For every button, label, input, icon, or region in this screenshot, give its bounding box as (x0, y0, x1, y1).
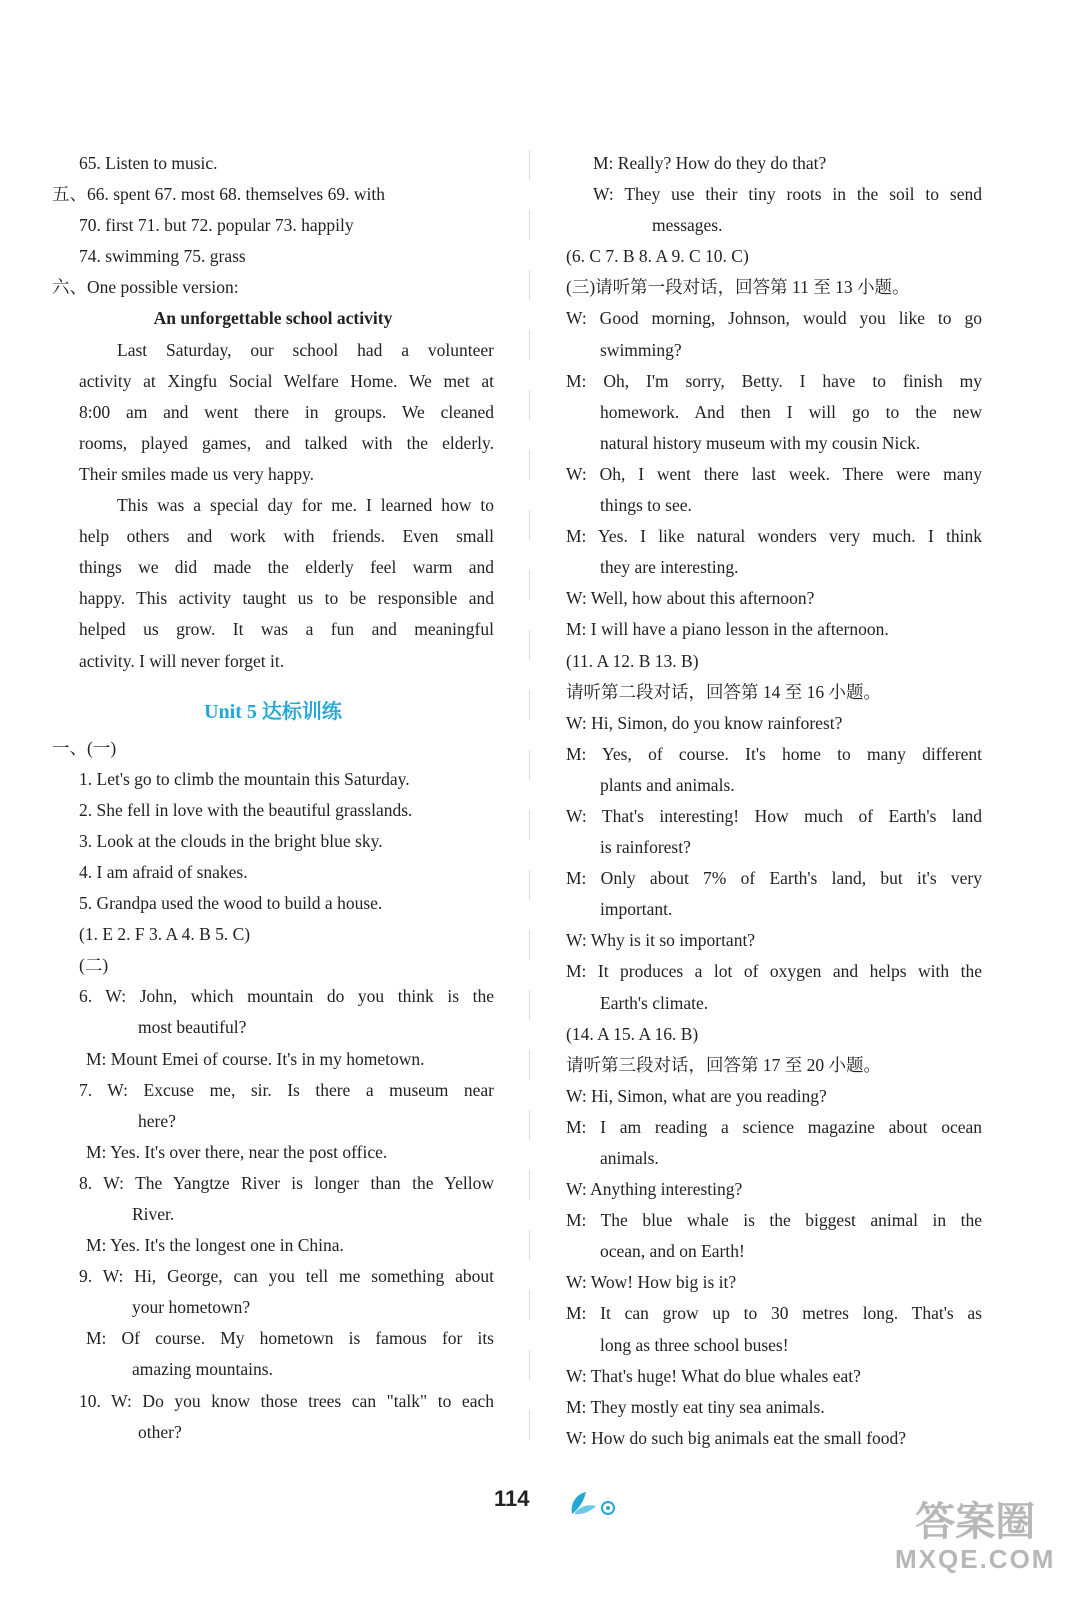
text-line: 4. I am afraid of snakes. (79, 861, 248, 882)
text-line: M: Yes. It's the longest one in China. (86, 1235, 344, 1256)
text-line: W: Hi, Simon, what are you reading? (566, 1085, 827, 1106)
text-line: 70. first 71. but 72. popular 73. happily (79, 215, 354, 236)
text-line: (二) (79, 955, 109, 976)
text-line: help others and work with friends. Even small (79, 526, 494, 547)
text-line: M: Oh, I'm sorry, Betty. I have to finish my (566, 370, 982, 391)
text-line: 2. She fell in love with the beautiful grasslands. (79, 799, 413, 820)
text-line: W: How do such big animals eat the small food? (566, 1427, 907, 1448)
essay-title: An unforgettable school activity (153, 308, 393, 329)
text-line: 7. W: Excuse me, sir. Is there a museum near (79, 1079, 494, 1100)
text-line: homework. And then I will go to the new (600, 401, 982, 422)
text-line: W: That's huge! What do blue whales eat? (566, 1365, 861, 1386)
text-line: your hometown? (132, 1297, 251, 1318)
text-line: animals. (600, 1148, 659, 1168)
text-line: River. (132, 1204, 175, 1224)
text-line: (1. E 2. F 3. A 4. B 5. C) (79, 924, 251, 945)
text-line: 六、One possible version: (52, 277, 239, 298)
text-line: here? (138, 1110, 176, 1131)
page-number: 114 (494, 1486, 530, 1511)
left-column (52, 148, 494, 1448)
text-line: they are interesting. (600, 557, 739, 578)
text-line: M: Yes. I like natural wonders very much. I think (566, 526, 982, 547)
watermark-url: MXQE.COM (895, 1544, 1056, 1574)
text-line: Earth's climate. (600, 992, 709, 1013)
text-line: (11. A 12. B 13. B) (566, 650, 699, 671)
text-line: M: I will have a piano lesson in the afternoon. (566, 619, 889, 640)
text-line: important. (600, 899, 673, 920)
text-line: W: Why is it so important? (566, 930, 756, 951)
text-line: M: Mount Emei of course. It's in my hometown. (86, 1048, 425, 1069)
text-line: (三)请听第一段对话，回答第 11 至 13 小题。 (566, 277, 910, 298)
text-line: activity. I will never forget it. (79, 650, 285, 671)
text-line: M: It can grow up to 30 metres long. That's as (566, 1303, 982, 1324)
text-line: natural history museum with my cousin Nick. (600, 432, 921, 453)
text-line: W: Wow! How big is it? (566, 1272, 737, 1293)
text-line: long as three school buses! (600, 1334, 789, 1355)
text-line: amazing mountains. (132, 1359, 273, 1380)
text-line: is rainforest? (600, 837, 691, 858)
text-line: 一、(一) (52, 737, 117, 758)
text-line: Their smiles made us very happy. (79, 463, 315, 484)
watermark-text: 答案圈 (915, 1499, 1036, 1545)
text-line: M: The blue whale is the biggest animal in the (566, 1210, 982, 1231)
text-line: (6. C 7. B 8. A 9. C 10. C) (566, 246, 749, 267)
right-column (566, 148, 982, 1454)
section-heading: Unit 5 达标训练 (204, 700, 342, 723)
text-line: M: Yes, of course. It's home to many different (566, 743, 982, 764)
text-line: W: Good morning, Johnson, would you like to go (566, 308, 982, 329)
text-line: 8. W: The Yangtze River is longer than the Yellow (79, 1172, 494, 1193)
text-line: W: They use their tiny roots in the soil to send (593, 184, 982, 205)
text-line: M: They mostly eat tiny sea animals. (566, 1396, 825, 1417)
text-line: M: Really? How do they do that? (593, 153, 827, 173)
text-line: 3. Look at the clouds in the bright blue sky. (79, 830, 383, 851)
text-line: W: Oh, I went there last week. There were many (566, 463, 982, 484)
text-line: happy. This activity taught us to be responsible and (79, 588, 494, 609)
text-line: things we did made the elderly feel warm and (79, 557, 494, 578)
column-divider (529, 150, 530, 1460)
text-line: W: Anything interesting? (566, 1179, 743, 1200)
text-line: M: I am reading a science magazine about ocean (566, 1116, 982, 1137)
leaf-decoration-icon (566, 1488, 622, 1518)
text-line: Last Saturday, our school had a volunteer (117, 339, 494, 360)
text-line: rooms, played games, and talked with the elderly. (79, 432, 494, 453)
text-line: W: Hi, Simon, do you know rainforest? (566, 712, 843, 733)
text-line: 8:00 am and went there in groups. We cleaned (79, 401, 494, 422)
watermark-logo (895, 1500, 1055, 1575)
text-line: messages. (652, 215, 723, 236)
text-line: W: That's interesting! How much of Earth's land (566, 805, 982, 826)
text-line: activity at Xingfu Social Welfare Home. We met at (79, 370, 494, 391)
text-line: things to see. (600, 495, 692, 516)
text-line: 10. W: Do you know those trees can "talk" to each (79, 1390, 494, 1411)
text-line: 65. Listen to music. (79, 153, 218, 173)
text-line: other? (138, 1421, 182, 1442)
text-line: 74. swimming 75. grass (79, 246, 246, 267)
text-line: 1. Let's go to climb the mountain this Saturday. (79, 768, 410, 789)
text-line: 9. W: Hi, George, can you tell me something about (79, 1266, 494, 1287)
text-line: 5. Grandpa used the wood to build a house. (79, 893, 383, 914)
text-line: This was a special day for me. I learned how to (117, 495, 494, 516)
text-line: M: Only about 7% of Earth's land, but it's very (566, 868, 982, 889)
text-line: swimming? (600, 339, 682, 360)
text-line: plants and animals. (600, 774, 735, 795)
text-line: helped us grow. It was a fun and meaningful (79, 619, 494, 640)
text-line: M: It produces a lot of oxygen and helps with the (566, 961, 982, 982)
text-line: 6. W: John, which mountain do you think is the (79, 986, 494, 1007)
text-line: ocean, and on Earth! (600, 1241, 745, 1262)
text-line: 请听第二段对话，回答第 14 至 16 小题。 (566, 681, 881, 702)
text-line: (14. A 15. A 16. B) (566, 1023, 699, 1044)
text-line: W: Well, how about this afternoon? (566, 588, 815, 609)
text-line: M: Yes. It's over there, near the post office. (86, 1141, 388, 1162)
text-line: M: Of course. My hometown is famous for its (86, 1328, 494, 1349)
text-line: 请听第三段对话，回答第 17 至 20 小题。 (566, 1054, 881, 1075)
text-line: most beautiful? (138, 1017, 247, 1038)
text-line: 五、66. spent 67. most 68. themselves 69. with (52, 184, 385, 205)
